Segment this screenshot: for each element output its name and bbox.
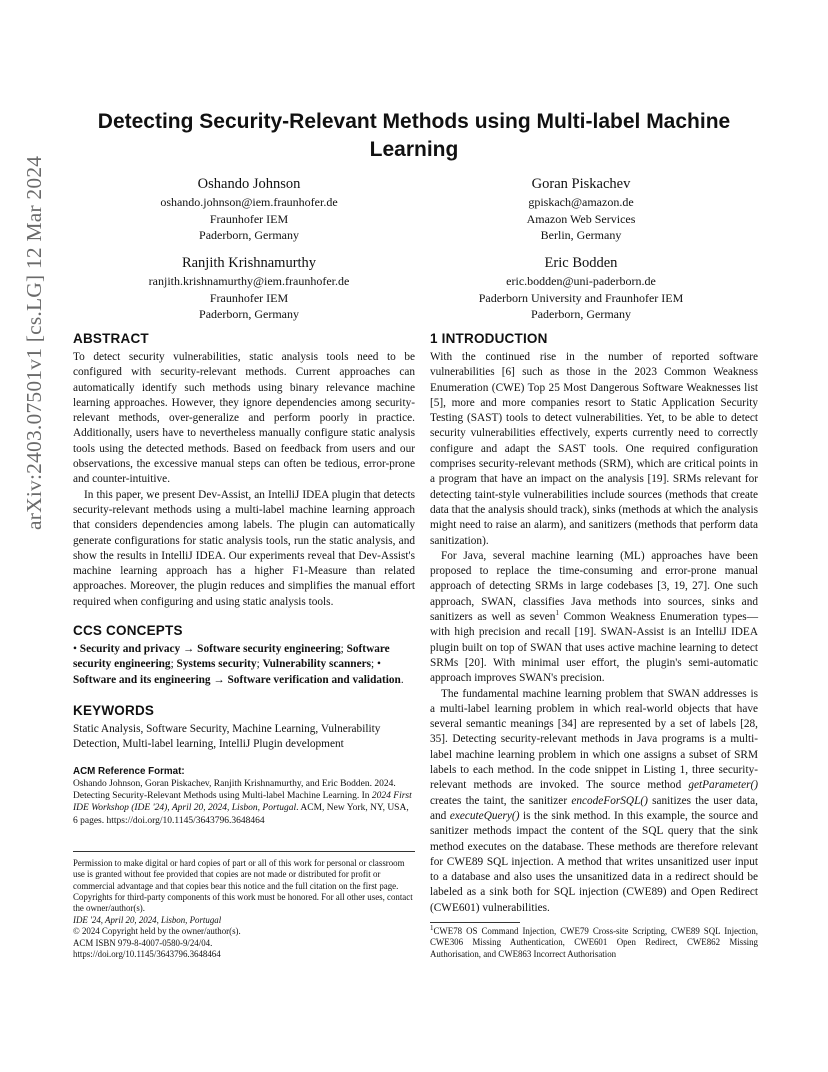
author-email: gpiskach@amazon.de [528, 195, 634, 209]
footnote-text: CWE78 OS Command Injection, CWE79 Cross-site Scripting, CWE89 SQL Injection, CWE306 Missing Authentication, CWE601 Open Redirect, CWE862 Missing Authorisation, and CWE863 Incorrect Authorisation [430, 926, 758, 959]
author-org: Paderborn University and Fraunhofer IEM [478, 290, 684, 305]
intro-heading: 1 INTRODUCTION [430, 331, 548, 346]
keywords-text: Static Analysis, Software Security, Machine Learning, Vulnerability Detection, Multi-label learning, IntelliJ Plugin development [73, 722, 381, 751]
author-place: Paderborn, Germany [531, 307, 631, 321]
author-place: Berlin, Germany [540, 228, 622, 242]
footnote: $^1$CWE78 OS Command Injection, CWE79 Cross-site Scripting, CWE89 SQL Injection, CWE306 Missing Authentication, CWE601 Open Redirect, CWE862 Missing Authorisation, and CWE863 Incorrect Authorisation [430, 924, 758, 959]
divider [73, 851, 415, 852]
ccs-heading: CCS CONCEPTS [73, 623, 183, 639]
left-column [73, 330, 415, 827]
acm-reference [73, 765, 415, 828]
author-place: Paderborn, Germany [199, 307, 299, 321]
author-name: Oshando Johnson [197, 176, 301, 192]
ccs-concepts: • Security and privacy → Software security engineering; Software security engineering; Systems security; Vulnerability scanners; • Software and its engineering → Software verification and validation. [73, 643, 404, 686]
author-place: Paderborn, Germany [199, 228, 299, 242]
copyright: © 2024 Copyright held by the owner/author(s). [73, 926, 241, 937]
method-name: executeQuery() [449, 809, 520, 822]
author-org: Amazon Web Services [526, 211, 636, 226]
author-org: Fraunhofer IEM [209, 290, 289, 305]
acm-reference-heading: ACM Reference Format: [73, 765, 185, 777]
author-block [79, 253, 419, 323]
author-block [411, 253, 751, 323]
right-column [430, 330, 758, 916]
author-email: eric.bodden@uni-paderborn.de [506, 274, 656, 288]
method-name: encodeForSQL() [571, 794, 648, 807]
author-email: oshando.johnson@iem.fraunhofer.de [160, 195, 338, 209]
author-name: Goran Piskachev [531, 176, 631, 192]
method-name: getParameter() [688, 779, 758, 792]
abstract-paragraph: In this paper, we present Dev-Assist, an IntelliJ IDEA plugin that detects security-relevant methods using a multi-label machine learning approach that considers dependencies among labels. The plugin can automatically generate configurations for static analysis tools, run the static analysis, and show the results in IntelliJ IDEA. Our experiments reveal that Dev-Assist's machine learning approach has a higher F1-Measure than related approaches. Moreover, the plugin reduces and simplifies the manual effort required when configuring and using static analysis tools. [73, 488, 415, 608]
permission-text: Permission to make digital or hard copies of part or all of this work for personal or classroom use is granted without fee provided that copies are not made or distributed for profit or commercial advantage and that copies bear this notice and the full citation on the first page. Copyrights for third-party components of this work must be honored. For all other uses, contact the owner/author(s). [73, 858, 413, 914]
footnote-mark: 1 [555, 609, 559, 618]
footnote-divider [430, 922, 520, 923]
permission-block [73, 858, 415, 961]
doi-link[interactable]: https://doi.org/10.1145/3643796.3648464 [73, 949, 221, 960]
isbn: ACM ISBN 979-8-4007-0580-9/24/04. [73, 937, 213, 948]
author-block [79, 174, 419, 244]
author-name: Ranjith Krishnamurthy [181, 255, 317, 271]
keywords-heading: KEYWORDS [73, 702, 155, 718]
acm-reference-text: Oshando Johnson, Goran Piskachev, Ranjith Krishnamurthy, and Eric Bodden. 2024. Detecting Security-Relevant Methods using Multi-label Machine Learning. In 2024 First IDE Workshop (IDE '24), April 20, 2024, Lisbon, Portugal. ACM, New York, NY, USA, 6 pages. https://doi.org/10.1145/3643796.3648464 [73, 778, 412, 826]
permission-venue: IDE '24, April 20, 2024, Lisbon, Portugal [73, 915, 222, 926]
author-block [411, 174, 751, 244]
author-org: Fraunhofer IEM [209, 211, 289, 226]
abstract-heading: ABSTRACT [73, 331, 149, 346]
intro-paragraph: With the continued rise in the number of reported software vulnerabilities [6] such as those in the 2023 Common Weakness Enumeration (CWE) Top 25 Most Dangerous Software Weaknesses list [5], more and more companies resort to Static Application Security Testing (SAST) tools to detect vulnerabilities. Yet, to be able to detect security vulnerabilities effectively, experts currently need to correctly configure and adapt the SAST tools. One required configuration comprises security-relevant methods (SRM), which are critical points in a program that have an impact on the analysis [19]. SRMs relevant for detecting taint-style vulnerabilities include sources (methods that create data that the analysis should track), sinks (methods at which the analysis might need to raise an alarm), and sanitizers (methods that perform data sanitization). [430, 351, 758, 547]
intro-paragraph: The fundamental machine learning problem that SWAN addresses is a multi-label learning problem in which real-world objects that have several semantic meanings [34] are represented by a set of labels [28, 35]. Detecting security-relevant methods in Java programs is a multi-label machine learning problem in which one assigns a subset of SRM labels to each method. In the code snippet in Listing 1, three security-relevant methods are invoked. The source method getParameter() creates the taint, the sanitizer encodeForSQL() sanitizes the user data, and executeQuery() is the sink method. In this example, the source and sanitizer methods impact the content of the SQL query that the sink method executes on the database. These methods are therefore relevant for CWE89 SQL injection. A method that writes unsanitized user input to a database and also uses the unsanitized data in a redirect should be labeled as a sink both for SQL injection (CWE89) and Open Redirect (CWE601) vulnerabilities. [430, 687, 758, 914]
paper-title: Detecting Security-Relevant Methods using Multi-label Machine Learning [97, 110, 731, 161]
author-email: ranjith.krishnamurthy@iem.fraunhofer.de [148, 274, 350, 288]
author-name: Eric Bodden [544, 255, 618, 271]
arxiv-identifier: arXiv:2403.07501v1 [cs.LG] 12 Mar 2024 [22, 155, 46, 530]
intro-paragraph: For Java, several machine learning (ML) approaches have been proposed to replace the time-consuming and error-prone manual approach of detecting SRMs in large codebases [3, 19, 27]. One such approach, SWAN, classifies Java methods into sources, sinks and sanitizers as well as seven$^1$ Common Weakness Enumeration types—with high precision and recall [19]. SWAN-Assist is an IntelliJ IDEA plugin built on top of SWAN that uses active machine learning to detect SRMs [20]. With minimal user effort, the plugin's semi-automatic approach improves SWAN's precision. [430, 549, 759, 685]
abstract-paragraph: To detect security vulnerabilities, static analysis tools need to be configured with security-relevant methods. Current approaches can automatically identify such methods using binary relevance machine learning approaches. However, they ignore dependencies among security-relevant methods, over-generalize and perform poorly in practice. Additionally, users have to nevertheless manually configure static analysis tools using the detected methods. Based on feedback from users and our observations, the excessive manual steps can often be tedious, error-prone and counter-intuitive. [73, 351, 415, 486]
